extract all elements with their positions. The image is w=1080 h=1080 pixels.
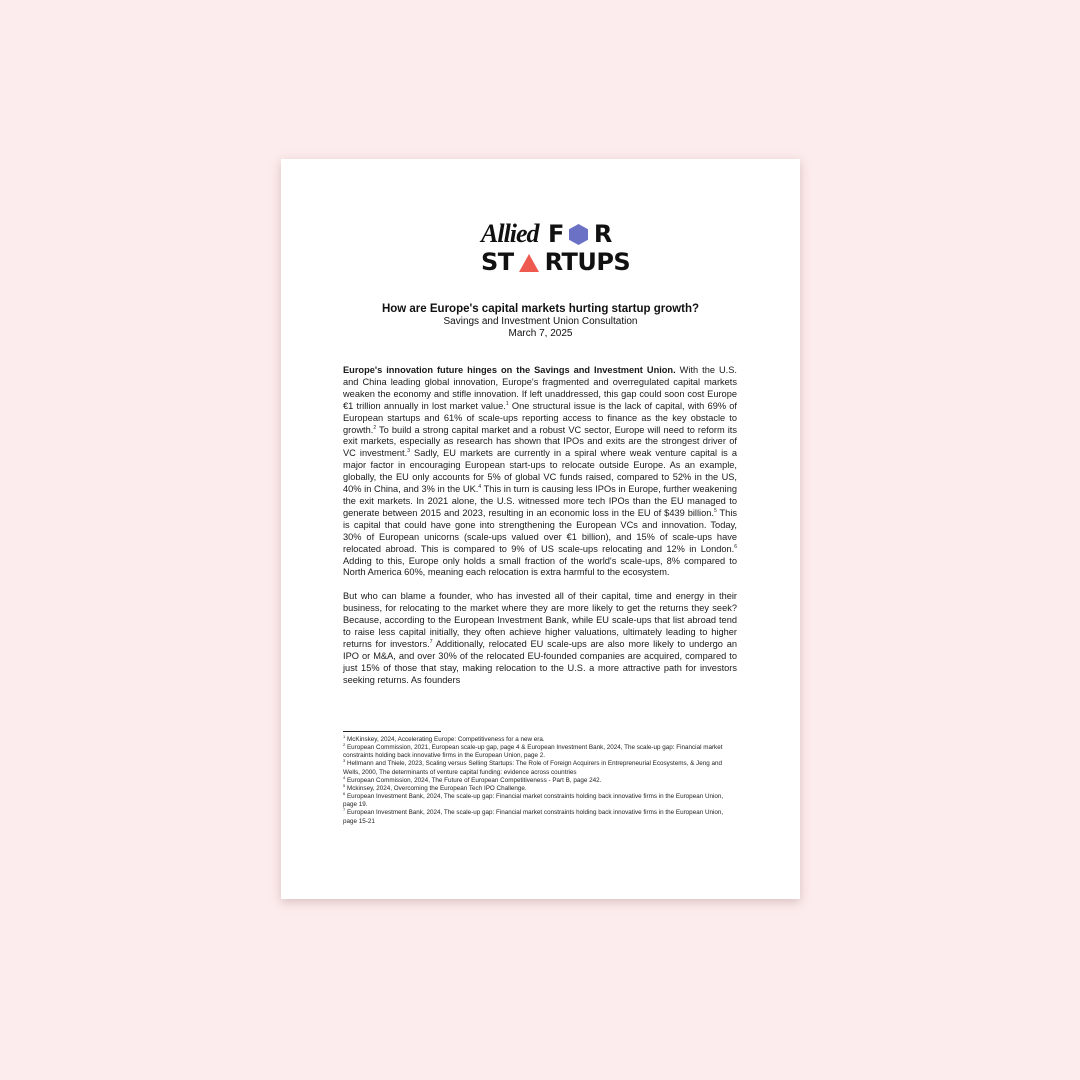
footnote-number: 2 xyxy=(343,742,346,748)
footnote-3 xyxy=(343,760,737,776)
footnote-2 xyxy=(343,744,737,760)
footnote-1 xyxy=(343,733,737,744)
footnote-number: 4 xyxy=(343,774,346,780)
paragraph-1-lead: Europe's innovation future hinges on the Savings and Investment Union. xyxy=(343,365,676,375)
footnote-text: McKinskey, 2024, Accelerating Europe: Competitiveness for a new era. xyxy=(345,736,545,743)
footnote-5 xyxy=(343,782,737,793)
document-subtitle: Savings and Investment Union Consultation xyxy=(443,316,638,327)
paragraph-text: One structural issue is the lack of capital, with 69% of European startups and 61% of scale-ups reporting access to finance as the key obstacle to growth. xyxy=(343,400,738,435)
paragraph-1 xyxy=(343,365,737,579)
paragraph-2 xyxy=(343,591,737,686)
footnote-text: Mckinsey, 2024, Overcoming the European Tech IPO Challenge. xyxy=(345,784,527,792)
paragraph-text: But who can blame a founder, who has invested all of their capital, time and energy in their business, for relocating to the market where they are more likely to get the returns they seek? Because, according to the European Investment Bank, while EU scale-ups that list abroad tend to raise less capital initially, they often achieve higher valuations, ultimately leading to higher returns for investors. xyxy=(343,591,737,649)
paragraph-text: Additionally, relocated EU scale-ups are also more likely to undergo an IPO or M&A, and over 30% of the relocated EU-founded companies are acquired, compared to just 15% of those that stay, making relocation to the U.S. a more attractive path for investors seeking returns. As founders xyxy=(343,638,737,685)
footnote-7 xyxy=(343,809,737,825)
footnote-ref: 5 xyxy=(713,507,717,514)
footnote-text: European Commission, 2024, The Future of European Competitiveness - Part B, page 242. xyxy=(345,776,602,784)
footnote-text: Hellmann and Thiele, 2023, Scaling versus Selling Startups: The Role of Foreign Acquirers in Entrepreneurial Ecosystems, & Jeng and Wells, 2000, The determinants of venture capital funding: evidence across countries xyxy=(343,760,722,776)
footnote-ref: 4 xyxy=(478,483,482,490)
footnote-text: European Investment Bank, 2024, The scale-up gap: Financial market constraints holding back innovative firms in the European Union, page 15-21 xyxy=(343,809,724,825)
footnote-number: 5 xyxy=(343,782,346,788)
footnote-ref: 2 xyxy=(373,424,377,431)
logo-st-text: ST xyxy=(481,248,514,276)
footnote-6 xyxy=(343,793,737,809)
paragraph-text: With the U.S. and China leading global innovation, Europe's fragmented and overregulated capital markets weaken the economy and stifle innovation. If left unaddressed, this gap could soon cost Europe €1 trillion annually in lost market value. xyxy=(343,365,737,411)
logo-f-letter: F xyxy=(548,220,564,248)
paragraph-text: Adding to this, Europe only holds a small fraction of the world's scale-ups, 8% compared to North America 60%, meaning each relocation is extra harmful to the ecosystem. xyxy=(343,555,737,578)
footnote-number: 6 xyxy=(343,791,346,796)
document-body xyxy=(343,365,737,699)
footnote-ref: 7 xyxy=(429,638,433,645)
footnote-ref: 1 xyxy=(505,400,509,407)
logo-rtups-text: RTUPS xyxy=(544,248,631,276)
footnote-4 xyxy=(343,774,737,785)
paragraph-text: Sadly, EU markets are currently in a spiral where weak venture capital is a major factor in encouraging European start-ups to relocate outside Europe. As an example, globally, the EU only accounts for 5% of global VC funds raised, compared to 52% in the US, 40% in China, and 3% in the UK. xyxy=(343,448,737,495)
footnote-number: 7 xyxy=(343,807,346,813)
footnote-ref: 6 xyxy=(734,543,737,550)
document-title: How are Europe's capital markets hurting startup growth? xyxy=(381,303,700,315)
document-page xyxy=(281,159,800,899)
paragraph-text: This in turn is causing less IPOs in Europe, further weakening the exit markets. In 2021 alone, the U.S. witnessed more tech IPOs than the EU managed to generate between 2015 and 2023, resulting in an economic loss in the EU of $439 billion. xyxy=(343,484,737,518)
footnotes xyxy=(343,733,737,826)
logo-r-letter: R xyxy=(593,220,612,248)
footnote-divider xyxy=(343,731,441,732)
hexagon-icon xyxy=(569,224,588,245)
logo-line-2 xyxy=(481,249,630,277)
logo-line-1 xyxy=(481,221,612,247)
footnote-number: 1 xyxy=(343,733,346,739)
paragraph-text: This is capital that could have gone into strengthening the European VCs and innovation. Today, 30% of European unicorns (scale-ups valued over €1 billion), and 15% of scale-ups have relocated abroad. This is compared to 9% of US scale-ups relocating and 12% in London. xyxy=(343,507,738,554)
footnote-text: European Investment Bank, 2024, The scale-up gap: Financial market constraints holding back innovative firms in the European Union, page 19. xyxy=(343,793,724,809)
paragraph-text: To build a strong capital market and a robust VC sector, Europe will need to reform its exit markets, especially as research has shown that IPOs and exits are the strongest driver of VC investment. xyxy=(343,424,737,459)
document-date: March 7, 2025 xyxy=(508,328,573,339)
allied-for-startups-logo xyxy=(481,219,631,277)
footnote-number: 3 xyxy=(343,758,346,764)
triangle-icon xyxy=(519,254,539,272)
footnote-text: European Commission, 2021, European scale-up gap, page 4 & European Investment Bank, 2024, The scale-up gap: Financial market constraints holding back innovative firms in the European Union, page 2. xyxy=(343,744,723,760)
footnote-ref: 3 xyxy=(407,448,410,455)
document-header xyxy=(281,302,800,340)
logo-allied-text: Allied xyxy=(481,219,539,248)
